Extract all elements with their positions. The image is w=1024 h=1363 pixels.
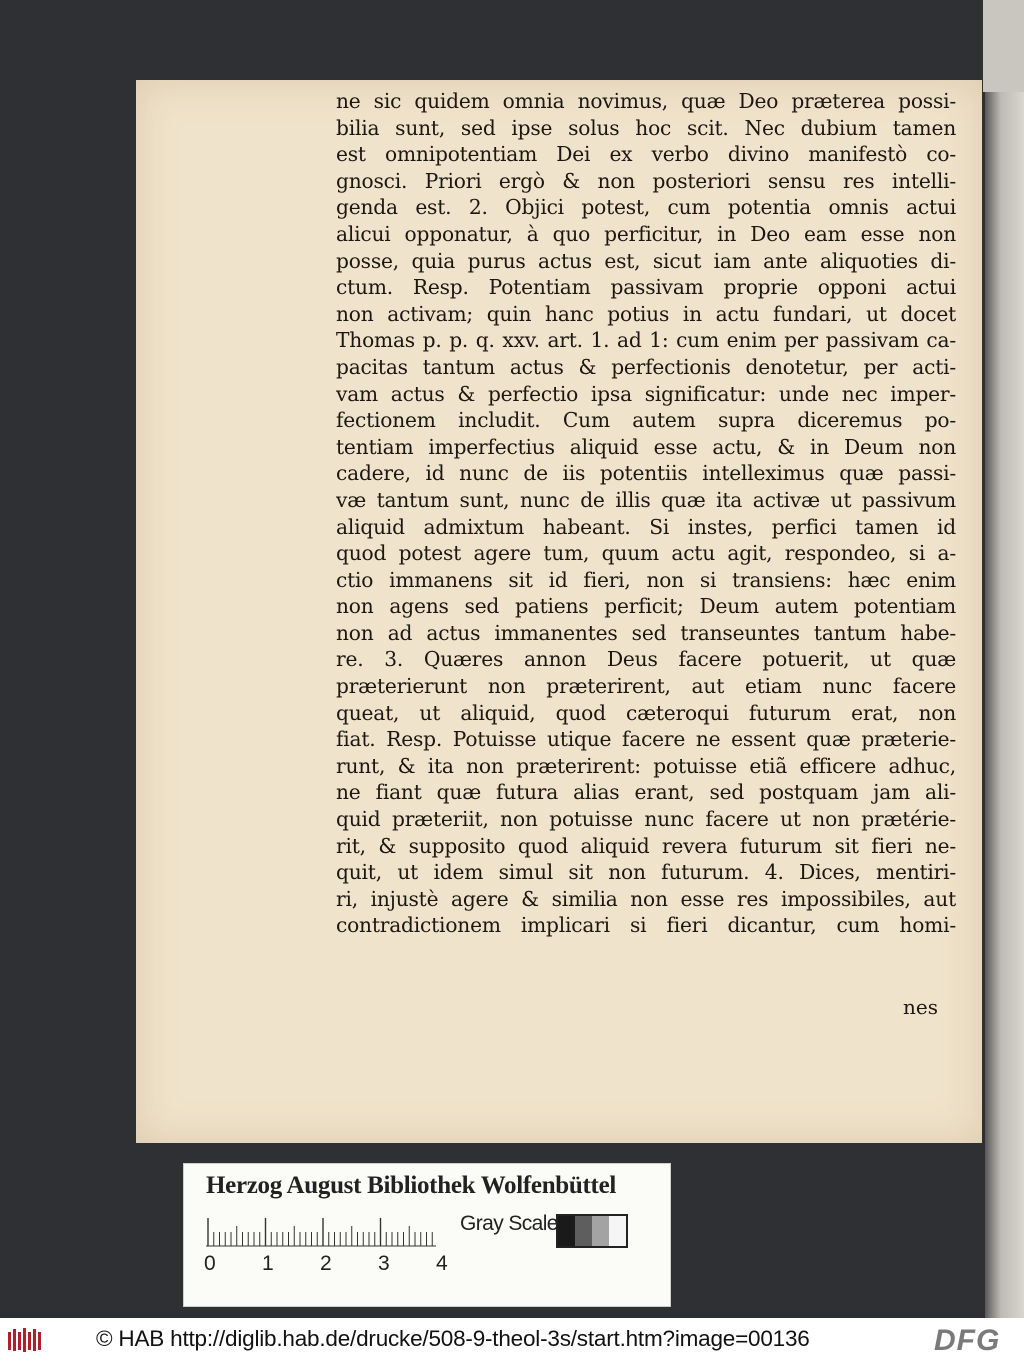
ruler-number: 0 xyxy=(204,1252,216,1275)
gray-swatch xyxy=(592,1216,609,1246)
gray-scale-swatches xyxy=(556,1214,628,1248)
text-line: posse, quia purus actus est, sicut iam ante aliquoties di- xyxy=(336,248,956,273)
text-line: Thomas p. p. q. xxv. art. 1. ad 1: cum enim per passivam ca- xyxy=(336,328,956,353)
text-line: queat, ut aliquid, quod cæteroqui futurum erat, non xyxy=(336,700,956,725)
page-text-block xyxy=(336,88,956,939)
text-line: gnosci. Priori ergò & non posteriori sensu res intelli- xyxy=(336,168,956,193)
text-line: ne fiant quæ futura alias erant, sed postquam jam ali- xyxy=(336,780,956,805)
text-line: quit, ut idem simul sit non futurum. 4. Dices, mentiri- xyxy=(336,860,956,885)
adjacent-page-edge xyxy=(985,0,1024,1318)
text-line: vam actus & perfectio ipsa significatur: unde nec imper- xyxy=(336,381,956,406)
text-line: ri, injustè agere & similia non esse res impossibiles, aut xyxy=(336,886,956,911)
measurement-ruler xyxy=(206,1216,436,1248)
text-line: pacitas tantum actus & perfectionis denotetur, per acti- xyxy=(336,354,956,379)
ruler-number: 4 xyxy=(436,1252,448,1275)
ruler-number: 3 xyxy=(378,1252,390,1275)
text-line: væ tantum sunt, nunc de illis quæ ita activæ ut passivum xyxy=(336,487,956,512)
adjacent-page-corner xyxy=(983,0,1024,92)
text-line: non agens sed patiens perficit; Deum autem potentiam xyxy=(336,594,956,619)
text-line: runt, & ita non præterirent: potuisse etiã efficere adhuc, xyxy=(336,753,956,778)
text-line: fectionem includit. Cum autem supra diceremus po- xyxy=(336,408,956,433)
source-url-text: © HAB http://diglib.hab.de/drucke/508-9-theol-3s/start.htm?image=00136 xyxy=(96,1326,810,1351)
gray-swatch xyxy=(575,1216,592,1246)
text-line: alicui opponatur, à quo perficitur, in Deo eam esse non xyxy=(336,221,956,246)
text-line: re. 3. Quæres annon Deus facere potuerit, ut quæ xyxy=(336,647,956,672)
text-line: genda est. 2. Objici potest, cum potentia omnis actui xyxy=(336,195,956,220)
dfg-logo: DFG xyxy=(934,1324,1001,1357)
text-line: fiat. Resp. Potuisse utique facere ne essent quæ præterie- xyxy=(336,727,956,752)
viewer-footer xyxy=(0,1318,1024,1363)
text-line: tentiam imperfectius aliquid esse actu, & in Deum non xyxy=(336,434,956,459)
library-name: Herzog August Bibliothek Wolfenbüttel xyxy=(206,1172,617,1199)
text-line: est omnipotentiam Dei ex verbo divino manifestò co- xyxy=(336,142,956,167)
text-line: ctum. Resp. Potentiam passivam proprie opponi actui xyxy=(336,275,956,300)
gray-swatch xyxy=(609,1216,626,1246)
book-page xyxy=(136,80,982,1143)
ruler-numbers xyxy=(204,1252,448,1278)
text-line: ne sic quidem omnia novimus, quæ Deo præterea possi- xyxy=(336,89,956,113)
text-line: non activam; quin hanc potius in actu fundari, ut docet xyxy=(336,301,956,326)
text-line: bilia sunt, sed ipse solus hoc scit. Nec dubium tamen xyxy=(336,115,956,140)
text-line: rit, & supposito quod aliquid revera futurum sit fieri ne- xyxy=(336,833,956,858)
text-line: aliquid admixtum habeant. Si instes, perfici tamen id xyxy=(336,514,956,539)
text-line: quid præteriit, non potuisse nunc facere ut non prætérie- xyxy=(336,807,956,832)
text-line: cadere, id nunc de iis potentiis intelleximus quæ passi- xyxy=(336,461,956,486)
text-line: contradictionem implicari si fieri dicantur, cum homi- xyxy=(336,913,956,938)
text-line: præterierunt non præterirent, aut etiam nunc facere xyxy=(336,674,956,699)
gray-swatch xyxy=(558,1216,575,1246)
text-line: non ad actus immanentes sed transeuntes tantum habe- xyxy=(336,620,956,645)
ruler-number: 2 xyxy=(320,1252,332,1275)
text-line: quod potest agere tum, quum actu agit, respondeo, si a- xyxy=(336,541,956,566)
catchword: nes xyxy=(903,995,938,1019)
gray-scale-label: Gray Scale xyxy=(460,1212,558,1235)
library-color-card xyxy=(183,1163,671,1307)
text-line: ctio immanens sit id fieri, non si transiens: hæc enim xyxy=(336,567,956,592)
hab-logo-icon xyxy=(6,1326,46,1354)
ruler-number: 1 xyxy=(262,1252,274,1275)
